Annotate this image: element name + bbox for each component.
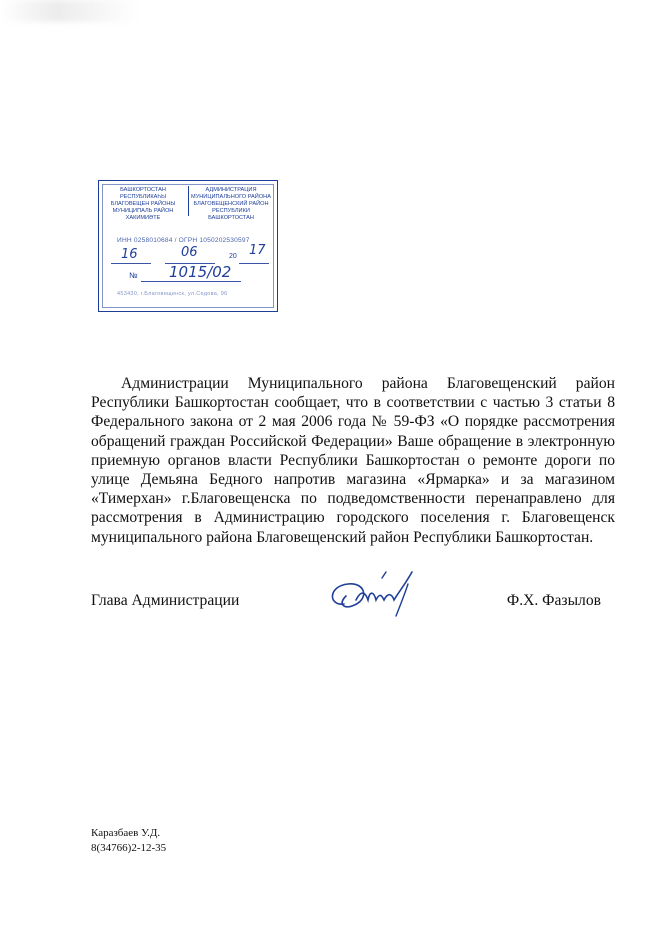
stamp-right-line: АДМИНИСТРАЦИЯ (205, 187, 257, 193)
stamp-footer: 453430, г.Благовещенск, ул.Седова, 96 (117, 291, 228, 297)
signer-title: Глава Администрации (91, 592, 240, 609)
stamp-day-line (111, 263, 151, 264)
stamp-left-line: БАШКОРТОСТАН РЕСПУБЛИКАҺЫ (119, 187, 167, 200)
stamp-right-line: МУНИЦИПАЛЬНОГО РАЙОНА (191, 194, 271, 200)
stamp-date-month: 06 (181, 245, 198, 260)
stamp-date-day: 16 (121, 247, 138, 262)
stamp-russian-header (189, 187, 273, 222)
stamp-year-prefix: 20 (229, 253, 237, 260)
signature-block (91, 592, 601, 632)
stamp-left-line: МУНИЦИПАЛЬ РАЙОН (112, 208, 174, 214)
stamp-date-year: 17 (249, 243, 266, 258)
stamp-right-line: БЛАГОВЕЩЕНСКИЙ РАЙОН (193, 201, 269, 207)
executor-phone: 8(34766)2-12-35 (91, 842, 167, 854)
registration-stamp (98, 180, 278, 312)
handwritten-signature (326, 566, 436, 622)
executor-name: Каразбаев У.Д. (91, 827, 161, 839)
stamp-left-line: БЛАГОВЕЩЕН РАЙОНЫ (110, 201, 176, 207)
stamp-number-row (129, 263, 232, 281)
signer-name: Ф.Х. Фазылов (506, 592, 601, 609)
stamp-year-line (239, 263, 269, 264)
stamp-right-line: РЕСПУБЛИКИ БАШКОРТОСТАН (208, 208, 254, 221)
stamp-bashkir-header (101, 187, 185, 222)
stamp-number-prefix: № (129, 271, 138, 280)
stamp-left-line: ХАКИМИӘТЕ (125, 215, 161, 221)
letter-body: Администрации Муниципального района Благовещенский район Республики Башкортостан сообщает, что в соответствии с частью 3 статьи 8 Федерального закона от 2 мая 2006 года № 59-ФЗ «О порядке рассмотрения обращений граждан Российской Федерации» Ваше обращение в электронную приемную органов власти Республики Башкортостан о ремонте дороги по улице Демьяна Бедного напротив магазина «Ярмарка» и за магазином «Тимерхан» г.Благовещенска по подведомственности перенаправлено для рассмотрения в Администрацию городского поселения г. Благовещенск муниципального района Благовещенский район Республики Башкортостан. (91, 375, 615, 546)
scan-smudge (0, 0, 140, 22)
stamp-number-line (141, 281, 241, 282)
stamp-inn: ИНН 0258010684 / ОГРН 1050202530597 (117, 237, 250, 244)
stamp-number: 1015/02 (169, 263, 232, 281)
executor-info (91, 826, 166, 856)
